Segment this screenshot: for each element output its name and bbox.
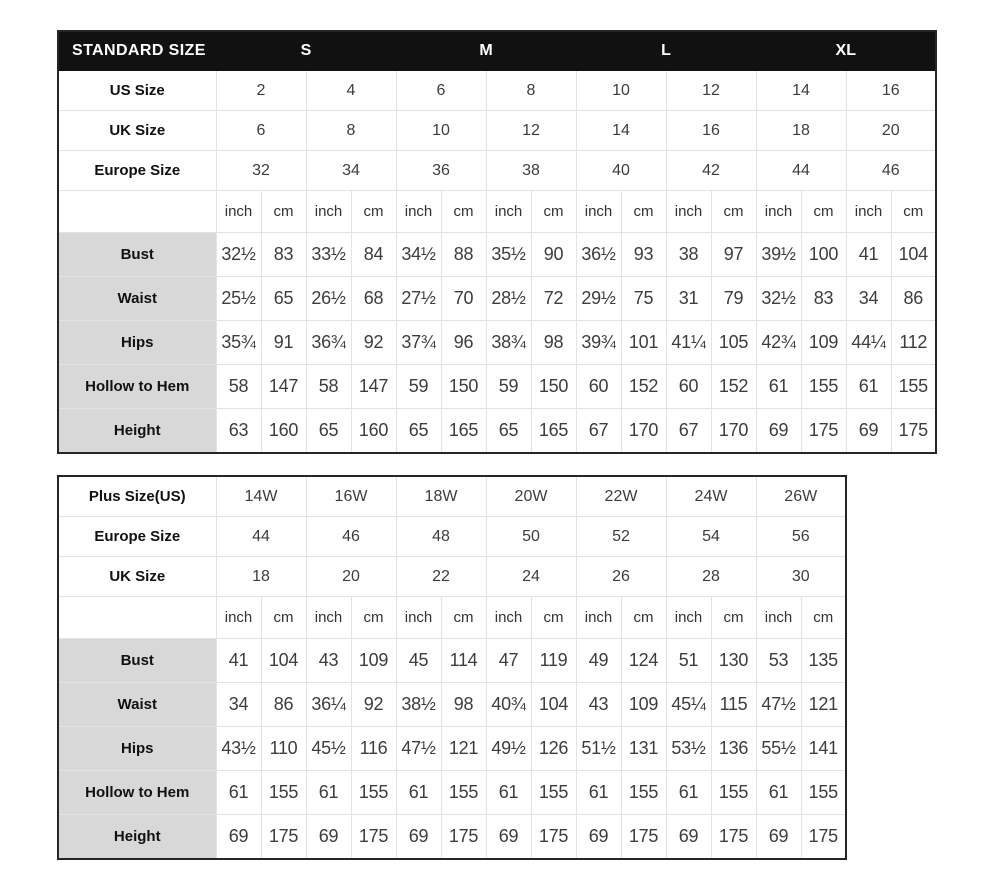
size-value-cell: 8 xyxy=(486,71,576,111)
measure-value-cell: 31 xyxy=(666,277,711,321)
unit-label: inch xyxy=(846,191,891,233)
size-conversion-row xyxy=(58,517,846,557)
measure-value-cell: 38¾ xyxy=(486,321,531,365)
measure-row-label: Hollow to Hem xyxy=(58,771,216,815)
measure-value-cell: 101 xyxy=(621,321,666,365)
measure-value-cell: 155 xyxy=(621,771,666,815)
measure-value-cell: 28½ xyxy=(486,277,531,321)
measure-value-cell: 34½ xyxy=(396,233,441,277)
measure-value-cell: 53 xyxy=(756,639,801,683)
size-value-cell: 30 xyxy=(756,557,846,597)
measure-value-cell: 55½ xyxy=(756,727,801,771)
measure-value-cell: 109 xyxy=(621,683,666,727)
measure-row-label: Bust xyxy=(58,639,216,683)
measure-value-cell: 43½ xyxy=(216,727,261,771)
unit-label: cm xyxy=(261,597,306,639)
measure-value-cell: 47½ xyxy=(396,727,441,771)
measure-value-cell: 165 xyxy=(441,409,486,454)
measure-value-cell: 33½ xyxy=(306,233,351,277)
measure-value-cell: 65 xyxy=(486,409,531,454)
size-value-cell: 34 xyxy=(306,151,396,191)
size-value-cell: 18W xyxy=(396,476,486,517)
unit-label: cm xyxy=(441,597,486,639)
measure-value-cell: 69 xyxy=(216,815,261,860)
size-value-cell: 10 xyxy=(396,111,486,151)
measure-value-cell: 155 xyxy=(801,365,846,409)
size-value-cell: 2 xyxy=(216,71,306,111)
measure-value-cell: 121 xyxy=(441,727,486,771)
measure-value-cell: 67 xyxy=(576,409,621,454)
empty-corner-cell xyxy=(58,191,216,233)
measure-value-cell: 170 xyxy=(711,409,756,454)
table-header-bar xyxy=(58,31,936,71)
measurement-row xyxy=(58,815,846,860)
measure-value-cell: 115 xyxy=(711,683,756,727)
measure-value-cell: 38½ xyxy=(396,683,441,727)
size-value-cell: 12 xyxy=(486,111,576,151)
measure-value-cell: 175 xyxy=(891,409,936,454)
measure-value-cell: 119 xyxy=(531,639,576,683)
measure-value-cell: 41 xyxy=(216,639,261,683)
measure-value-cell: 86 xyxy=(261,683,306,727)
measure-value-cell: 25½ xyxy=(216,277,261,321)
measure-value-cell: 47½ xyxy=(756,683,801,727)
unit-label: inch xyxy=(216,597,261,639)
size-value-cell: 42 xyxy=(666,151,756,191)
unit-label: inch xyxy=(396,191,441,233)
size-value-cell: 46 xyxy=(306,517,396,557)
unit-label: cm xyxy=(711,191,756,233)
measure-value-cell: 84 xyxy=(351,233,396,277)
table-title: STANDARD SIZE xyxy=(58,31,216,71)
unit-label: cm xyxy=(261,191,306,233)
measure-value-cell: 150 xyxy=(531,365,576,409)
unit-label: inch xyxy=(576,191,621,233)
measure-value-cell: 39¾ xyxy=(576,321,621,365)
measure-value-cell: 155 xyxy=(711,771,756,815)
unit-label: cm xyxy=(441,191,486,233)
measure-value-cell: 112 xyxy=(891,321,936,365)
unit-header-row xyxy=(58,191,936,233)
unit-label: cm xyxy=(621,597,666,639)
measure-value-cell: 175 xyxy=(351,815,396,860)
measure-value-cell: 70 xyxy=(441,277,486,321)
measure-value-cell: 32½ xyxy=(216,233,261,277)
measure-value-cell: 44¼ xyxy=(846,321,891,365)
measure-value-cell: 61 xyxy=(756,365,801,409)
measure-value-cell: 72 xyxy=(531,277,576,321)
unit-label: inch xyxy=(756,597,801,639)
measure-value-cell: 51 xyxy=(666,639,711,683)
size-value-cell: 14W xyxy=(216,476,306,517)
size-conversion-row xyxy=(58,151,936,191)
measure-row-label: Hips xyxy=(58,321,216,365)
unit-label: inch xyxy=(216,191,261,233)
measure-value-cell: 61 xyxy=(486,771,531,815)
size-value-cell: 38 xyxy=(486,151,576,191)
measure-value-cell: 175 xyxy=(711,815,756,860)
measure-value-cell: 160 xyxy=(261,409,306,454)
measure-value-cell: 69 xyxy=(396,815,441,860)
measure-value-cell: 26½ xyxy=(306,277,351,321)
measure-value-cell: 40¾ xyxy=(486,683,531,727)
size-row-label: UK Size xyxy=(58,557,216,597)
measurement-row xyxy=(58,277,936,321)
size-value-cell: 56 xyxy=(756,517,846,557)
size-value-cell: 44 xyxy=(756,151,846,191)
size-group-header: L xyxy=(576,31,756,71)
measure-value-cell: 135 xyxy=(801,639,846,683)
size-value-cell: 28 xyxy=(666,557,756,597)
size-value-cell: 20 xyxy=(846,111,936,151)
measure-value-cell: 175 xyxy=(801,815,846,860)
measure-value-cell: 121 xyxy=(801,683,846,727)
measure-value-cell: 175 xyxy=(801,409,846,454)
measure-value-cell: 79 xyxy=(711,277,756,321)
measurement-row xyxy=(58,321,936,365)
measure-value-cell: 29½ xyxy=(576,277,621,321)
measurement-row xyxy=(58,639,846,683)
measure-value-cell: 32½ xyxy=(756,277,801,321)
measure-value-cell: 69 xyxy=(846,409,891,454)
unit-header-row xyxy=(58,597,846,639)
measure-row-label: Height xyxy=(58,409,216,454)
measure-value-cell: 49½ xyxy=(486,727,531,771)
measure-value-cell: 90 xyxy=(531,233,576,277)
measure-value-cell: 65 xyxy=(306,409,351,454)
size-value-cell: 24W xyxy=(666,476,756,517)
size-value-cell: 6 xyxy=(216,111,306,151)
measure-value-cell: 35¾ xyxy=(216,321,261,365)
measure-value-cell: 109 xyxy=(801,321,846,365)
measure-value-cell: 147 xyxy=(351,365,396,409)
measure-value-cell: 63 xyxy=(216,409,261,454)
size-conversion-row xyxy=(58,71,936,111)
measure-value-cell: 152 xyxy=(711,365,756,409)
size-value-cell: 50 xyxy=(486,517,576,557)
size-value-cell: 48 xyxy=(396,517,486,557)
measure-value-cell: 36¼ xyxy=(306,683,351,727)
size-conversion-row xyxy=(58,476,846,517)
measure-value-cell: 131 xyxy=(621,727,666,771)
unit-label: inch xyxy=(306,597,351,639)
standard-size-table xyxy=(57,30,937,454)
size-value-cell: 18 xyxy=(756,111,846,151)
measure-value-cell: 104 xyxy=(261,639,306,683)
measure-value-cell: 170 xyxy=(621,409,666,454)
size-value-cell: 12 xyxy=(666,71,756,111)
measure-value-cell: 98 xyxy=(441,683,486,727)
measure-value-cell: 69 xyxy=(756,815,801,860)
measure-value-cell: 43 xyxy=(306,639,351,683)
measure-value-cell: 61 xyxy=(666,771,711,815)
measure-value-cell: 41 xyxy=(846,233,891,277)
measure-value-cell: 45½ xyxy=(306,727,351,771)
size-value-cell: 16W xyxy=(306,476,396,517)
measure-value-cell: 114 xyxy=(441,639,486,683)
measure-value-cell: 155 xyxy=(891,365,936,409)
unit-label: cm xyxy=(351,191,396,233)
measure-value-cell: 49 xyxy=(576,639,621,683)
measure-row-label: Bust xyxy=(58,233,216,277)
measure-value-cell: 65 xyxy=(396,409,441,454)
measurement-row xyxy=(58,727,846,771)
measure-value-cell: 65 xyxy=(261,277,306,321)
measure-value-cell: 104 xyxy=(891,233,936,277)
measure-value-cell: 83 xyxy=(801,277,846,321)
size-value-cell: 44 xyxy=(216,517,306,557)
measure-value-cell: 175 xyxy=(441,815,486,860)
measure-value-cell: 43 xyxy=(576,683,621,727)
measure-value-cell: 35½ xyxy=(486,233,531,277)
measure-value-cell: 92 xyxy=(351,321,396,365)
measure-value-cell: 69 xyxy=(486,815,531,860)
measure-value-cell: 155 xyxy=(261,771,306,815)
measure-value-cell: 83 xyxy=(261,233,306,277)
measure-value-cell: 110 xyxy=(261,727,306,771)
measure-value-cell: 160 xyxy=(351,409,396,454)
unit-label: cm xyxy=(531,191,576,233)
size-value-cell: 22 xyxy=(396,557,486,597)
measure-value-cell: 38 xyxy=(666,233,711,277)
measure-value-cell: 69 xyxy=(306,815,351,860)
measure-value-cell: 61 xyxy=(396,771,441,815)
empty-corner-cell xyxy=(58,597,216,639)
size-row-label: Europe Size xyxy=(58,151,216,191)
measure-value-cell: 60 xyxy=(576,365,621,409)
measure-value-cell: 155 xyxy=(441,771,486,815)
measurement-row xyxy=(58,233,936,277)
measure-value-cell: 93 xyxy=(621,233,666,277)
measure-value-cell: 59 xyxy=(396,365,441,409)
size-value-cell: 10 xyxy=(576,71,666,111)
measure-value-cell: 45 xyxy=(396,639,441,683)
measurement-row xyxy=(58,771,846,815)
measure-value-cell: 155 xyxy=(351,771,396,815)
measure-value-cell: 60 xyxy=(666,365,711,409)
unit-label: inch xyxy=(486,597,531,639)
unit-label: inch xyxy=(306,191,351,233)
size-row-label: Plus Size(US) xyxy=(58,476,216,517)
measure-value-cell: 34 xyxy=(846,277,891,321)
size-group-header: M xyxy=(396,31,576,71)
measure-value-cell: 39½ xyxy=(756,233,801,277)
size-value-cell: 26W xyxy=(756,476,846,517)
measure-value-cell: 61 xyxy=(216,771,261,815)
measure-value-cell: 105 xyxy=(711,321,756,365)
size-row-label: UK Size xyxy=(58,111,216,151)
measure-value-cell: 175 xyxy=(261,815,306,860)
measure-value-cell: 124 xyxy=(621,639,666,683)
measure-value-cell: 37¾ xyxy=(396,321,441,365)
size-conversion-row xyxy=(58,557,846,597)
measure-row-label: Waist xyxy=(58,683,216,727)
size-row-label: Europe Size xyxy=(58,517,216,557)
measure-value-cell: 68 xyxy=(351,277,396,321)
measure-value-cell: 136 xyxy=(711,727,756,771)
measure-value-cell: 98 xyxy=(531,321,576,365)
measure-value-cell: 175 xyxy=(531,815,576,860)
unit-label: cm xyxy=(801,191,846,233)
measure-value-cell: 141 xyxy=(801,727,846,771)
unit-label: inch xyxy=(666,191,711,233)
size-value-cell: 52 xyxy=(576,517,666,557)
measure-value-cell: 61 xyxy=(576,771,621,815)
measure-value-cell: 61 xyxy=(306,771,351,815)
measure-value-cell: 69 xyxy=(576,815,621,860)
measure-value-cell: 51½ xyxy=(576,727,621,771)
measure-value-cell: 36¾ xyxy=(306,321,351,365)
measurement-row xyxy=(58,365,936,409)
measure-value-cell: 100 xyxy=(801,233,846,277)
measure-value-cell: 58 xyxy=(306,365,351,409)
measure-value-cell: 47 xyxy=(486,639,531,683)
size-value-cell: 4 xyxy=(306,71,396,111)
measure-value-cell: 88 xyxy=(441,233,486,277)
measure-value-cell: 27½ xyxy=(396,277,441,321)
size-row-label: US Size xyxy=(58,71,216,111)
measure-value-cell: 69 xyxy=(666,815,711,860)
size-value-cell: 54 xyxy=(666,517,756,557)
measure-value-cell: 53½ xyxy=(666,727,711,771)
measure-value-cell: 165 xyxy=(531,409,576,454)
unit-label: cm xyxy=(711,597,756,639)
measure-value-cell: 36½ xyxy=(576,233,621,277)
measure-row-label: Waist xyxy=(58,277,216,321)
measure-value-cell: 147 xyxy=(261,365,306,409)
measure-value-cell: 116 xyxy=(351,727,396,771)
measure-value-cell: 58 xyxy=(216,365,261,409)
size-value-cell: 26 xyxy=(576,557,666,597)
measure-value-cell: 97 xyxy=(711,233,756,277)
measure-value-cell: 130 xyxy=(711,639,756,683)
unit-label: cm xyxy=(351,597,396,639)
measure-value-cell: 175 xyxy=(621,815,666,860)
measure-value-cell: 61 xyxy=(756,771,801,815)
measure-value-cell: 75 xyxy=(621,277,666,321)
measure-value-cell: 59 xyxy=(486,365,531,409)
measure-row-label: Hollow to Hem xyxy=(58,365,216,409)
unit-label: inch xyxy=(756,191,801,233)
size-value-cell: 40 xyxy=(576,151,666,191)
measure-row-label: Hips xyxy=(58,727,216,771)
unit-label: cm xyxy=(621,191,666,233)
measure-value-cell: 69 xyxy=(756,409,801,454)
measure-value-cell: 104 xyxy=(531,683,576,727)
size-value-cell: 18 xyxy=(216,557,306,597)
size-value-cell: 16 xyxy=(846,71,936,111)
size-value-cell: 20W xyxy=(486,476,576,517)
measure-value-cell: 126 xyxy=(531,727,576,771)
measurement-row xyxy=(58,409,936,454)
measure-value-cell: 45¼ xyxy=(666,683,711,727)
measure-value-cell: 150 xyxy=(441,365,486,409)
unit-label: inch xyxy=(576,597,621,639)
unit-label: cm xyxy=(891,191,936,233)
measure-value-cell: 61 xyxy=(846,365,891,409)
measure-value-cell: 92 xyxy=(351,683,396,727)
size-value-cell: 22W xyxy=(576,476,666,517)
size-group-header: XL xyxy=(756,31,936,71)
measure-value-cell: 155 xyxy=(801,771,846,815)
unit-label: inch xyxy=(666,597,711,639)
size-chart-page xyxy=(57,30,937,881)
measure-value-cell: 42¾ xyxy=(756,321,801,365)
measure-value-cell: 34 xyxy=(216,683,261,727)
size-value-cell: 32 xyxy=(216,151,306,191)
measure-value-cell: 109 xyxy=(351,639,396,683)
size-value-cell: 46 xyxy=(846,151,936,191)
measure-value-cell: 67 xyxy=(666,409,711,454)
measure-value-cell: 152 xyxy=(621,365,666,409)
unit-label: cm xyxy=(531,597,576,639)
measure-value-cell: 155 xyxy=(531,771,576,815)
size-value-cell: 6 xyxy=(396,71,486,111)
unit-label: inch xyxy=(486,191,531,233)
size-value-cell: 8 xyxy=(306,111,396,151)
unit-label: cm xyxy=(801,597,846,639)
size-value-cell: 14 xyxy=(756,71,846,111)
size-value-cell: 24 xyxy=(486,557,576,597)
measure-value-cell: 91 xyxy=(261,321,306,365)
size-value-cell: 16 xyxy=(666,111,756,151)
measure-value-cell: 86 xyxy=(891,277,936,321)
unit-label: inch xyxy=(396,597,441,639)
size-value-cell: 14 xyxy=(576,111,666,151)
measure-value-cell: 41¼ xyxy=(666,321,711,365)
size-value-cell: 36 xyxy=(396,151,486,191)
size-conversion-row xyxy=(58,111,936,151)
size-group-header: S xyxy=(216,31,396,71)
measurement-row xyxy=(58,683,846,727)
plus-size-table xyxy=(57,475,847,860)
measure-row-label: Height xyxy=(58,815,216,860)
size-value-cell: 20 xyxy=(306,557,396,597)
measure-value-cell: 96 xyxy=(441,321,486,365)
